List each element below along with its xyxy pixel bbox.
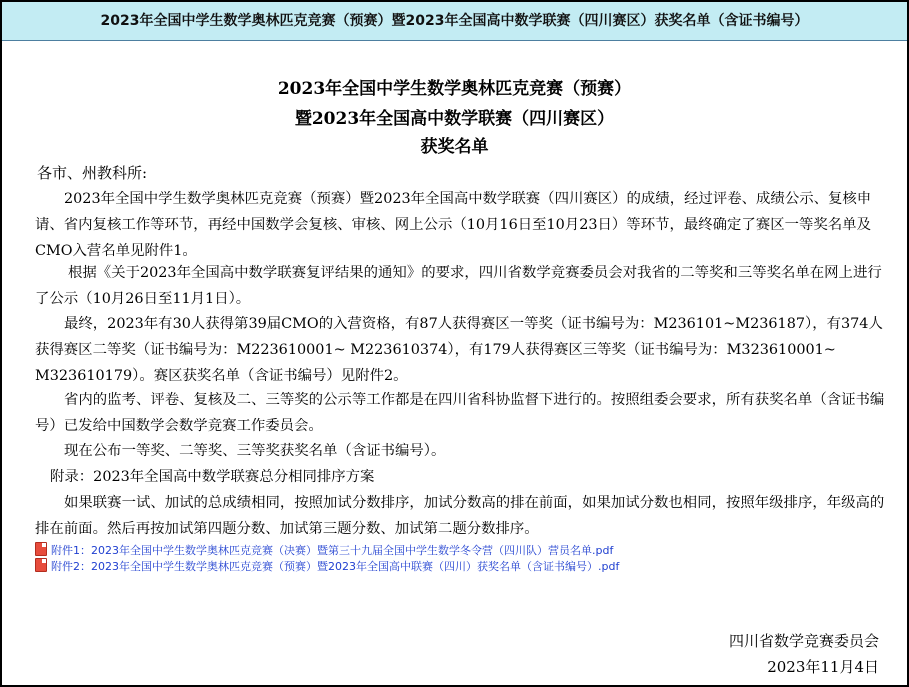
paragraph-results: 2023年全国中学生数学奥林匹克竞赛（预赛）暨2023年全国高中数学联赛（四川赛区）的成绩，经过评卷、成绩公示、复核申请、省内复核工作等环节，再经中国数学会复核、审核、网上公示（10月16日至10月23日）等环节，最终确定了赛区一等奖名单及CMO入营名单见附件1。	[35, 191, 872, 259]
signature-organization: 四川省数学竞赛委员会	[728, 632, 879, 650]
paragraph-award-counts: 最终，2023年有30人获得第39届CMO的入营资格，有87人获得赛区一等奖（证书编号为：M236101~M236187），有374人获得赛区二等奖（证书编号为：M223610001~ M223610374），有179人获得赛区三等奖（证书编号为：M323610001~ M323610179）。赛区获奖名单（含证书编号）见附件2。	[35, 316, 883, 384]
paragraph-ranking-rule: 如果联赛一试、加试的总成绩相同，按照加试分数排序，加试分数高的排在前面，如果加试分数也相同，按照年级排序，年级高的排在前面。然后再按加试第四题分数、加试第三题分数、加试第二题分数排序。	[35, 495, 885, 537]
article-title-line1: 2023年全国中学生数学奥林匹克竞赛（预赛）	[277, 79, 632, 99]
attachment-link-1[interactable]	[35, 542, 613, 558]
attachment-label[interactable]: 附件1：2023年全国中学生数学奥林匹克竞赛（决赛）暨第三十九届全国中学生数学冬令营（四川队）营员名单.pdf	[51, 544, 614, 557]
attachment-label[interactable]: 附件2：2023年全国中学生数学奥林匹克竞赛（预赛）暨2023年全国高中联赛（四川）获奖名单（含证书编号）.pdf	[51, 560, 620, 573]
paragraph-review-notice: 根据《关于2023年全国高中数学联赛复评结果的通知》的要求，四川省数学竞赛委员会对我省的二等奖和三等奖名单在网上进行了公示（10月26日至11月1日）。	[35, 265, 882, 307]
paragraph-announcement: 现在公布一等奖、二等奖、三等奖获奖名单（含证书编号）。	[64, 443, 446, 459]
page-header-bar: 2023年全国中学生数学奥林匹克竞赛（预赛）暨2023年全国高中数学联赛（四川赛区）获奖名单（含证书编号）	[2, 2, 907, 41]
pdf-icon	[35, 558, 47, 572]
article-title-line3: 获奖名单	[420, 137, 489, 157]
paragraph-supervision: 省内的监考、评卷、复核及二、三等奖的公示等工作都是在四川省科协监督下进行的。按照组委会要求，所有获奖名单（含证书编号）已发给中国数学会数学竞赛工作委员会。	[35, 392, 885, 434]
salutation: 各市、州教科所:	[37, 164, 148, 182]
article-title-line2: 暨2023年全国高中数学联赛（四川赛区）	[294, 109, 615, 129]
signature-date: 2023年11月4日	[767, 658, 879, 676]
pdf-icon	[35, 542, 47, 556]
paragraph-appendix-heading: 附录：2023年全国高中数学联赛总分相同排序方案	[50, 469, 375, 485]
attachment-link-2[interactable]	[35, 558, 619, 574]
